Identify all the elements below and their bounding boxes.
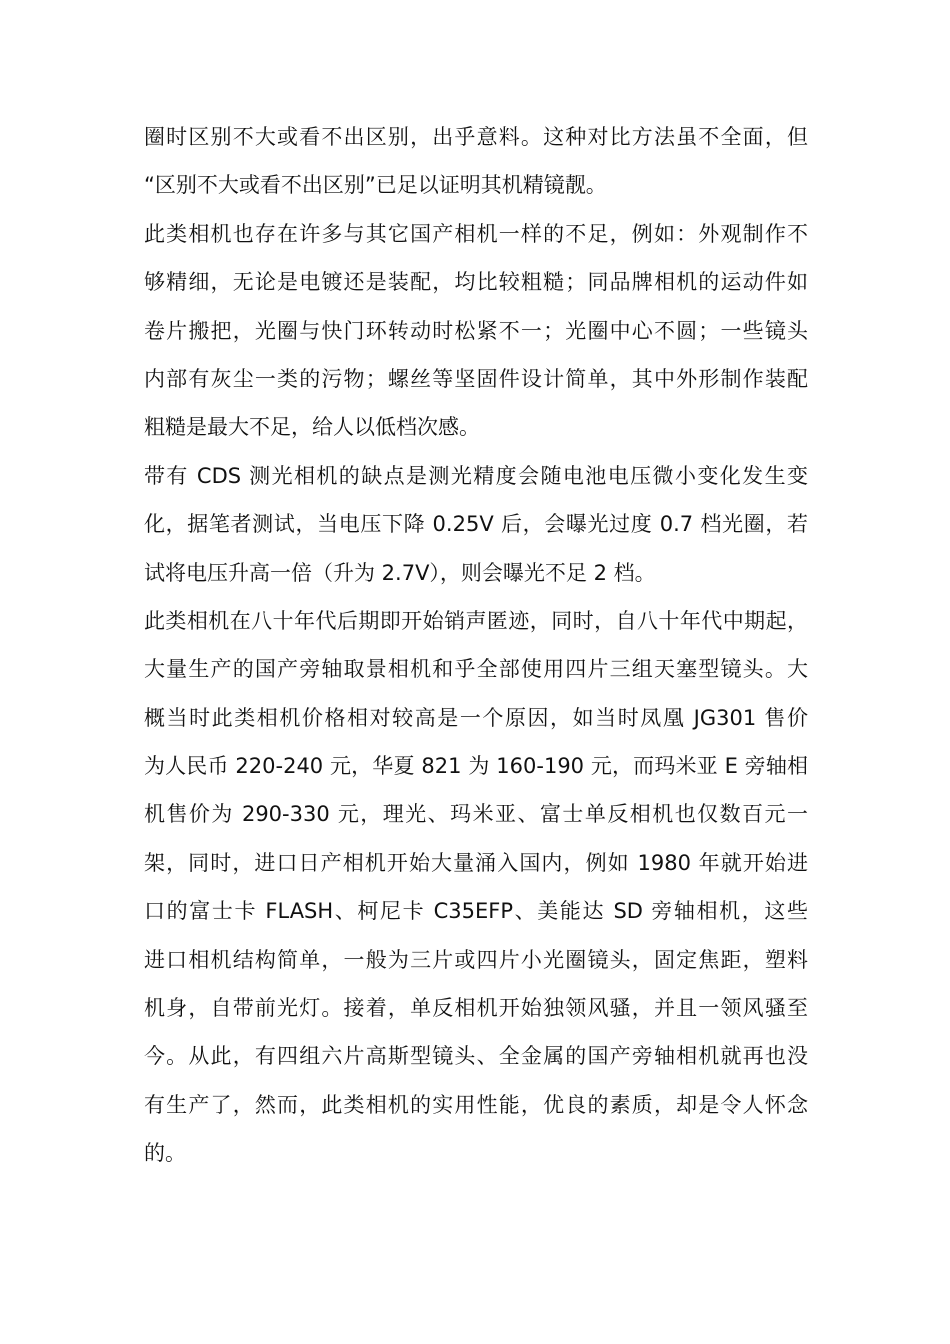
document-body xyxy=(144,113,808,1178)
paragraph-line: 内部有灰尘一类的污物；螺丝等坚固件设计简单，其中外形制作装配 xyxy=(144,366,808,391)
paragraph-line: 有生产了，然而，此类相机的实用性能，优良的素质，却是令人怀念 xyxy=(144,1092,808,1117)
paragraph-line: 大量生产的国产旁轴取景相机和乎全部使用四片三组天塞型镜头。大 xyxy=(144,657,808,682)
paragraph-line: 试将电压升高一倍（升为 2.7V），则会曝光不足 2 档。 xyxy=(144,560,656,585)
paragraph-line: 概当时此类相机价格相对较高是一个原因，如当时凤凰 JG301 售价 xyxy=(144,705,808,730)
paragraph-1 xyxy=(144,113,808,210)
paragraph-4 xyxy=(144,597,808,1178)
paragraph-line: 机售价为 290-330 元，理光、玛米亚、富士单反相机也仅数百元一 xyxy=(144,802,808,827)
paragraph-line: 今。从此，有四组六片高斯型镜头、全金属的国产旁轴相机就再也没 xyxy=(144,1044,808,1069)
paragraph-line: 口的富士卡 FLASH、柯尼卡 C35EFP、美能达 SD 旁轴相机，这些 xyxy=(144,899,808,924)
paragraph-line: 为人民币 220-240 元，华夏 821 为 160-190 元，而玛米亚 E 旁轴相 xyxy=(144,754,808,779)
paragraph-line: 的。 xyxy=(144,1141,186,1166)
paragraph-line: 圈时区别不大或看不出区别，出乎意料。这种对比方法虽不全面，但 xyxy=(144,125,808,149)
paragraph-line: 化，据笔者测试，当电压下降 0.25V 后，会曝光过度 0.7 档光圈，若 xyxy=(144,512,808,537)
paragraph-line: 进口相机结构简单，一般为三片或四片小光圈镜头，固定焦距，塑料 xyxy=(144,947,808,972)
paragraph-line: 带有 CDS 测光相机的缺点是测光精度会随电池电压微小变化发生变 xyxy=(144,463,808,488)
paragraph-line: 够精细，无论是电镀还是装配，均比较粗糙；同品牌相机的运动件如 xyxy=(144,270,808,295)
paragraph-line: 粗糙是最大不足，给人以低档次感。 xyxy=(144,415,480,440)
paragraph-3 xyxy=(144,452,808,597)
paragraph-line: “区别不大或看不出区别”已足以证明其机精镜靓。 xyxy=(144,173,607,198)
paragraph-line: 卷片搬把，光圈与快门环转动时松紧不一；光圈中心不圆；一些镜头 xyxy=(144,318,808,343)
paragraph-line: 此类相机也存在许多与其它国产相机一样的不足，例如：外观制作不 xyxy=(144,221,808,246)
paragraph-line: 架，同时，进口日产相机开始大量涌入国内，例如 1980 年就开始进 xyxy=(144,850,808,875)
paragraph-2 xyxy=(144,210,808,452)
paragraph-line: 此类相机在八十年代后期即开始销声匿迹，同时，自八十年代中期起， xyxy=(144,608,808,633)
paragraph-line: 机身，自带前光灯。接着，单反相机开始独领风骚，并且一领风骚至 xyxy=(144,996,808,1021)
